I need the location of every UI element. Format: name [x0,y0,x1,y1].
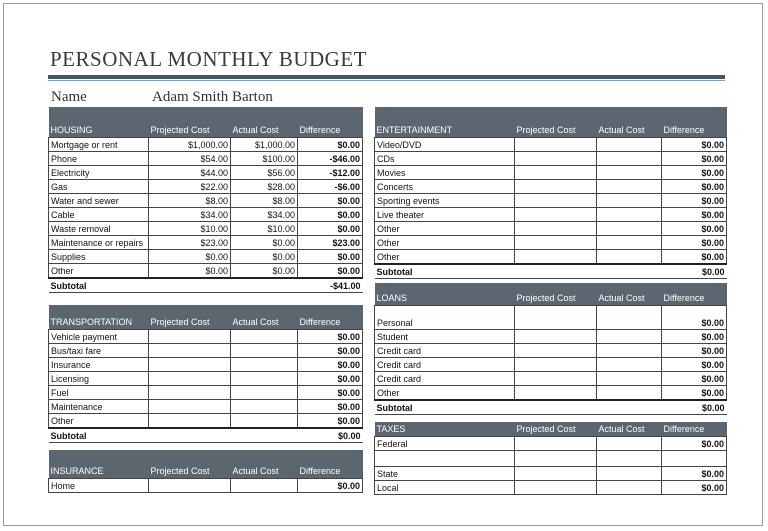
projected-cell[interactable]: $0.00 [149,249,231,263]
projected-cell[interactable]: $44.00 [149,165,231,179]
row-label[interactable]: Sporting events [375,193,515,207]
table-row [49,478,363,492]
subtotal-label: Subtotal [375,264,515,279]
table-row [49,221,363,235]
row-label[interactable]: Gas [49,179,149,193]
table-row [49,165,363,179]
difference-cell: $0.00 [662,165,727,179]
difference-cell: $0.00 [662,467,727,481]
difference-cell: $0.00 [298,371,363,385]
col-projected: Projected Cost [149,305,231,329]
table-row [375,165,727,179]
table-row [375,151,727,165]
difference-cell: $0.00 [662,207,727,221]
table-row [49,385,363,399]
row-label[interactable]: Concerts [375,179,515,193]
actual-cell[interactable]: $1,000.00 [231,137,298,151]
row-label[interactable]: Phone [49,151,149,165]
difference-cell: -$12.00 [298,165,363,179]
projected-cell[interactable] [149,385,231,399]
difference-cell: $0.00 [298,249,363,263]
actual-cell[interactable] [597,385,662,400]
page-title: PERSONAL MONTHLY BUDGET [50,47,368,71]
projected-cell[interactable]: $22.00 [149,179,231,193]
projected-cell[interactable] [515,329,597,343]
actual-cell[interactable] [597,371,662,385]
table-row [375,385,727,400]
row-label[interactable]: State [375,467,515,481]
col-projected: Projected Cost [515,422,597,437]
row-label[interactable]: Waste removal [49,221,149,235]
actual-cell[interactable]: $0.00 [231,235,298,249]
row-label[interactable]: Other [375,385,515,400]
row-label[interactable]: Maintenance [49,399,149,413]
col-actual: Actual Cost [597,107,662,137]
actual-cell[interactable]: $0.00 [231,249,298,263]
row-label[interactable]: CDs [375,151,515,165]
row-label[interactable]: Other [49,413,149,428]
row-label[interactable]: Credit card [375,357,515,371]
table-row [375,137,727,151]
row-label[interactable]: Mortgage or rent [49,137,149,151]
difference-cell: $0.00 [662,249,727,264]
table-row [375,221,727,235]
subtotal-value: $0.00 [662,400,727,415]
actual-cell[interactable] [597,179,662,193]
difference-cell: -$46.00 [298,151,363,165]
table-row [49,371,363,385]
table-row [375,451,727,467]
col-difference: Difference [298,305,363,329]
actual-cell[interactable]: $100.00 [231,151,298,165]
row-label[interactable]: Bus/taxi fare [49,343,149,357]
difference-cell: $0.00 [662,357,727,371]
difference-cell: $0.00 [298,399,363,413]
actual-cell[interactable] [597,357,662,371]
projected-cell[interactable] [515,437,597,451]
projected-cell[interactable] [515,249,597,264]
projected-cell[interactable] [515,357,597,371]
actual-cell[interactable] [597,249,662,264]
row-label[interactable]: Live theater [375,207,515,221]
transportation-table [48,305,363,443]
taxes-header-row [375,422,727,437]
table-row [375,235,727,249]
actual-cell[interactable] [231,343,298,357]
col-projected: Projected Cost [149,107,231,137]
actual-cell[interactable] [231,357,298,371]
subtotal-row [49,278,363,293]
entertainment-header: ENTERTAINMENT [375,107,515,137]
subtotal-label: Subtotal [49,278,149,293]
difference-cell: $0.00 [662,179,727,193]
actual-cell[interactable] [597,221,662,235]
subtotal-value: $0.00 [662,264,727,279]
row-label[interactable]: Licensing [49,371,149,385]
actual-cell[interactable]: $10.00 [231,221,298,235]
projected-cell[interactable] [149,329,231,343]
row-label[interactable]: Credit card [375,343,515,357]
actual-cell[interactable]: $56.00 [231,165,298,179]
difference-cell: $0.00 [298,343,363,357]
difference-cell: -$6.00 [298,179,363,193]
difference-cell: $0.00 [298,478,363,492]
table-row [49,263,363,278]
table-row [49,179,363,193]
row-label[interactable]: Supplies [49,249,149,263]
title-rule-accent [48,80,725,81]
difference-cell: $0.00 [298,357,363,371]
actual-cell[interactable] [597,165,662,179]
loans-table [374,283,727,415]
projected-cell[interactable] [515,221,597,235]
name-value[interactable]: Adam Smith Barton [152,89,273,105]
actual-cell[interactable] [597,207,662,221]
difference-cell: $0.00 [662,329,727,343]
col-projected: Projected Cost [149,450,231,478]
difference-cell: $0.00 [298,329,363,343]
table-row [375,305,727,329]
table-row [375,207,727,221]
row-label[interactable]: Vehicle payment [49,329,149,343]
actual-cell[interactable]: $34.00 [231,207,298,221]
projected-cell[interactable] [515,193,597,207]
actual-cell[interactable]: $8.00 [231,193,298,207]
table-row [49,343,363,357]
subtotal-label: Subtotal [49,428,149,443]
actual-cell[interactable] [231,371,298,385]
table-row [375,179,727,193]
projected-cell[interactable] [515,235,597,249]
projected-cell[interactable] [149,399,231,413]
difference-cell: $0.00 [298,385,363,399]
actual-cell[interactable] [231,385,298,399]
projected-cell[interactable] [515,467,597,481]
subtotal-row [49,428,363,443]
actual-cell[interactable]: $28.00 [231,179,298,193]
transportation-header-row [49,305,363,329]
col-actual: Actual Cost [597,422,662,437]
row-label[interactable]: Student [375,329,515,343]
table-row [49,151,363,165]
col-actual: Actual Cost [231,450,298,478]
row-label[interactable] [375,451,515,467]
actual-cell[interactable]: $0.00 [231,263,298,278]
row-label[interactable]: Other [375,249,515,264]
projected-cell[interactable] [515,207,597,221]
subtotal-label: Subtotal [375,400,515,415]
difference-cell: $0.00 [662,151,727,165]
row-label[interactable]: Other [375,235,515,249]
projected-cell[interactable] [515,151,597,165]
table-row [49,399,363,413]
col-projected: Projected Cost [515,283,597,305]
actual-cell[interactable] [597,235,662,249]
difference-cell: $0.00 [662,305,727,329]
table-row [375,249,727,264]
difference-cell: $0.00 [298,137,363,151]
col-difference: Difference [298,107,363,137]
row-label[interactable]: Home [49,478,149,492]
difference-cell: $0.00 [662,235,727,249]
difference-cell: $0.00 [298,207,363,221]
actual-cell[interactable] [231,399,298,413]
col-actual: Actual Cost [597,283,662,305]
difference-cell: $0.00 [298,193,363,207]
row-label[interactable]: Credit card [375,371,515,385]
table-row [375,481,727,495]
table-row [375,193,727,207]
row-label[interactable]: Electricity [49,165,149,179]
subtotal-row [375,400,727,415]
actual-cell[interactable] [231,413,298,428]
row-label[interactable]: Video/DVD [375,137,515,151]
projected-cell[interactable]: $10.00 [149,221,231,235]
projected-cell[interactable]: $0.00 [149,263,231,278]
col-difference: Difference [298,450,363,478]
table-row [49,249,363,263]
transportation-header: TRANSPORTATION [49,305,149,329]
projected-cell[interactable] [515,481,597,495]
projected-cell[interactable] [149,478,231,492]
difference-cell [662,451,727,467]
subtotal-row [375,264,727,279]
table-row [49,413,363,428]
actual-cell[interactable] [597,151,662,165]
projected-cell[interactable]: $8.00 [149,193,231,207]
loans-header: LOANS [375,283,515,305]
row-label[interactable]: Insurance [49,357,149,371]
insurance-header: INSURANCE [49,450,149,478]
row-label[interactable]: Fuel [49,385,149,399]
row-label[interactable]: Federal [375,437,515,451]
table-row [375,467,727,481]
difference-cell: $0.00 [662,193,727,207]
table-row [49,357,363,371]
subtotal-value: $0.00 [298,428,363,443]
projected-cell[interactable] [515,385,597,400]
projected-cell[interactable] [515,179,597,193]
difference-cell: $23.00 [298,235,363,249]
housing-table [48,107,363,293]
taxes-header: TAXES [375,422,515,437]
difference-cell: $0.00 [298,221,363,235]
row-label[interactable]: Movies [375,165,515,179]
row-label[interactable]: Other [49,263,149,278]
projected-cell[interactable] [515,371,597,385]
difference-cell: $0.00 [662,221,727,235]
projected-cell[interactable] [515,137,597,151]
row-label[interactable]: Cable [49,207,149,221]
projected-cell[interactable] [149,357,231,371]
taxes-table [374,422,727,495]
projected-cell[interactable] [515,165,597,179]
projected-cell[interactable] [515,343,597,357]
table-row [49,193,363,207]
row-label[interactable]: Local [375,481,515,495]
actual-cell[interactable] [231,329,298,343]
insurance-table [48,450,363,493]
table-row [49,235,363,249]
housing-header-row [49,107,363,137]
title-rule [48,75,725,79]
actual-cell[interactable] [597,193,662,207]
actual-cell[interactable] [597,451,662,467]
actual-cell[interactable] [597,329,662,343]
table-row [375,357,727,371]
projected-cell[interactable]: $34.00 [149,207,231,221]
col-actual: Actual Cost [231,305,298,329]
difference-cell: $0.00 [662,385,727,400]
col-actual: Actual Cost [231,107,298,137]
table-row [49,137,363,151]
projected-cell[interactable] [515,305,597,329]
entertainment-table [374,107,727,279]
name-label: Name [51,89,87,105]
table-row [49,329,363,343]
actual-cell[interactable] [597,467,662,481]
projected-cell[interactable]: $1,000.00 [149,137,231,151]
difference-cell: $0.00 [662,371,727,385]
projected-cell[interactable]: $23.00 [149,235,231,249]
projected-cell[interactable]: $54.00 [149,151,231,165]
row-label[interactable]: Personal [375,305,515,329]
projected-cell[interactable] [149,343,231,357]
col-difference: Difference [662,107,727,137]
actual-cell[interactable] [597,343,662,357]
projected-cell[interactable] [515,451,597,467]
projected-cell[interactable] [149,413,231,428]
col-difference: Difference [662,422,727,437]
difference-cell: $0.00 [662,343,727,357]
col-difference: Difference [662,283,727,305]
row-label[interactable]: Other [375,221,515,235]
insurance-header-row [49,450,363,478]
projected-cell[interactable] [149,371,231,385]
table-row [375,329,727,343]
row-label[interactable]: Maintenance or repairs [49,235,149,249]
actual-cell[interactable] [597,481,662,495]
actual-cell[interactable] [231,478,298,492]
subtotal-value: -$41.00 [298,278,363,293]
difference-cell: $0.00 [662,437,727,451]
row-label[interactable]: Water and sewer [49,193,149,207]
table-row [375,437,727,451]
actual-cell[interactable] [597,137,662,151]
entertainment-header-row [375,107,727,137]
difference-cell: $0.00 [662,137,727,151]
difference-cell: $0.00 [298,413,363,428]
table-row [375,371,727,385]
difference-cell: $0.00 [662,481,727,495]
actual-cell[interactable] [597,305,662,329]
table-row [375,343,727,357]
table-row [49,207,363,221]
col-projected: Projected Cost [515,107,597,137]
housing-header: HOUSING [49,107,149,137]
difference-cell: $0.00 [298,263,363,278]
loans-header-row [375,283,727,305]
actual-cell[interactable] [597,437,662,451]
